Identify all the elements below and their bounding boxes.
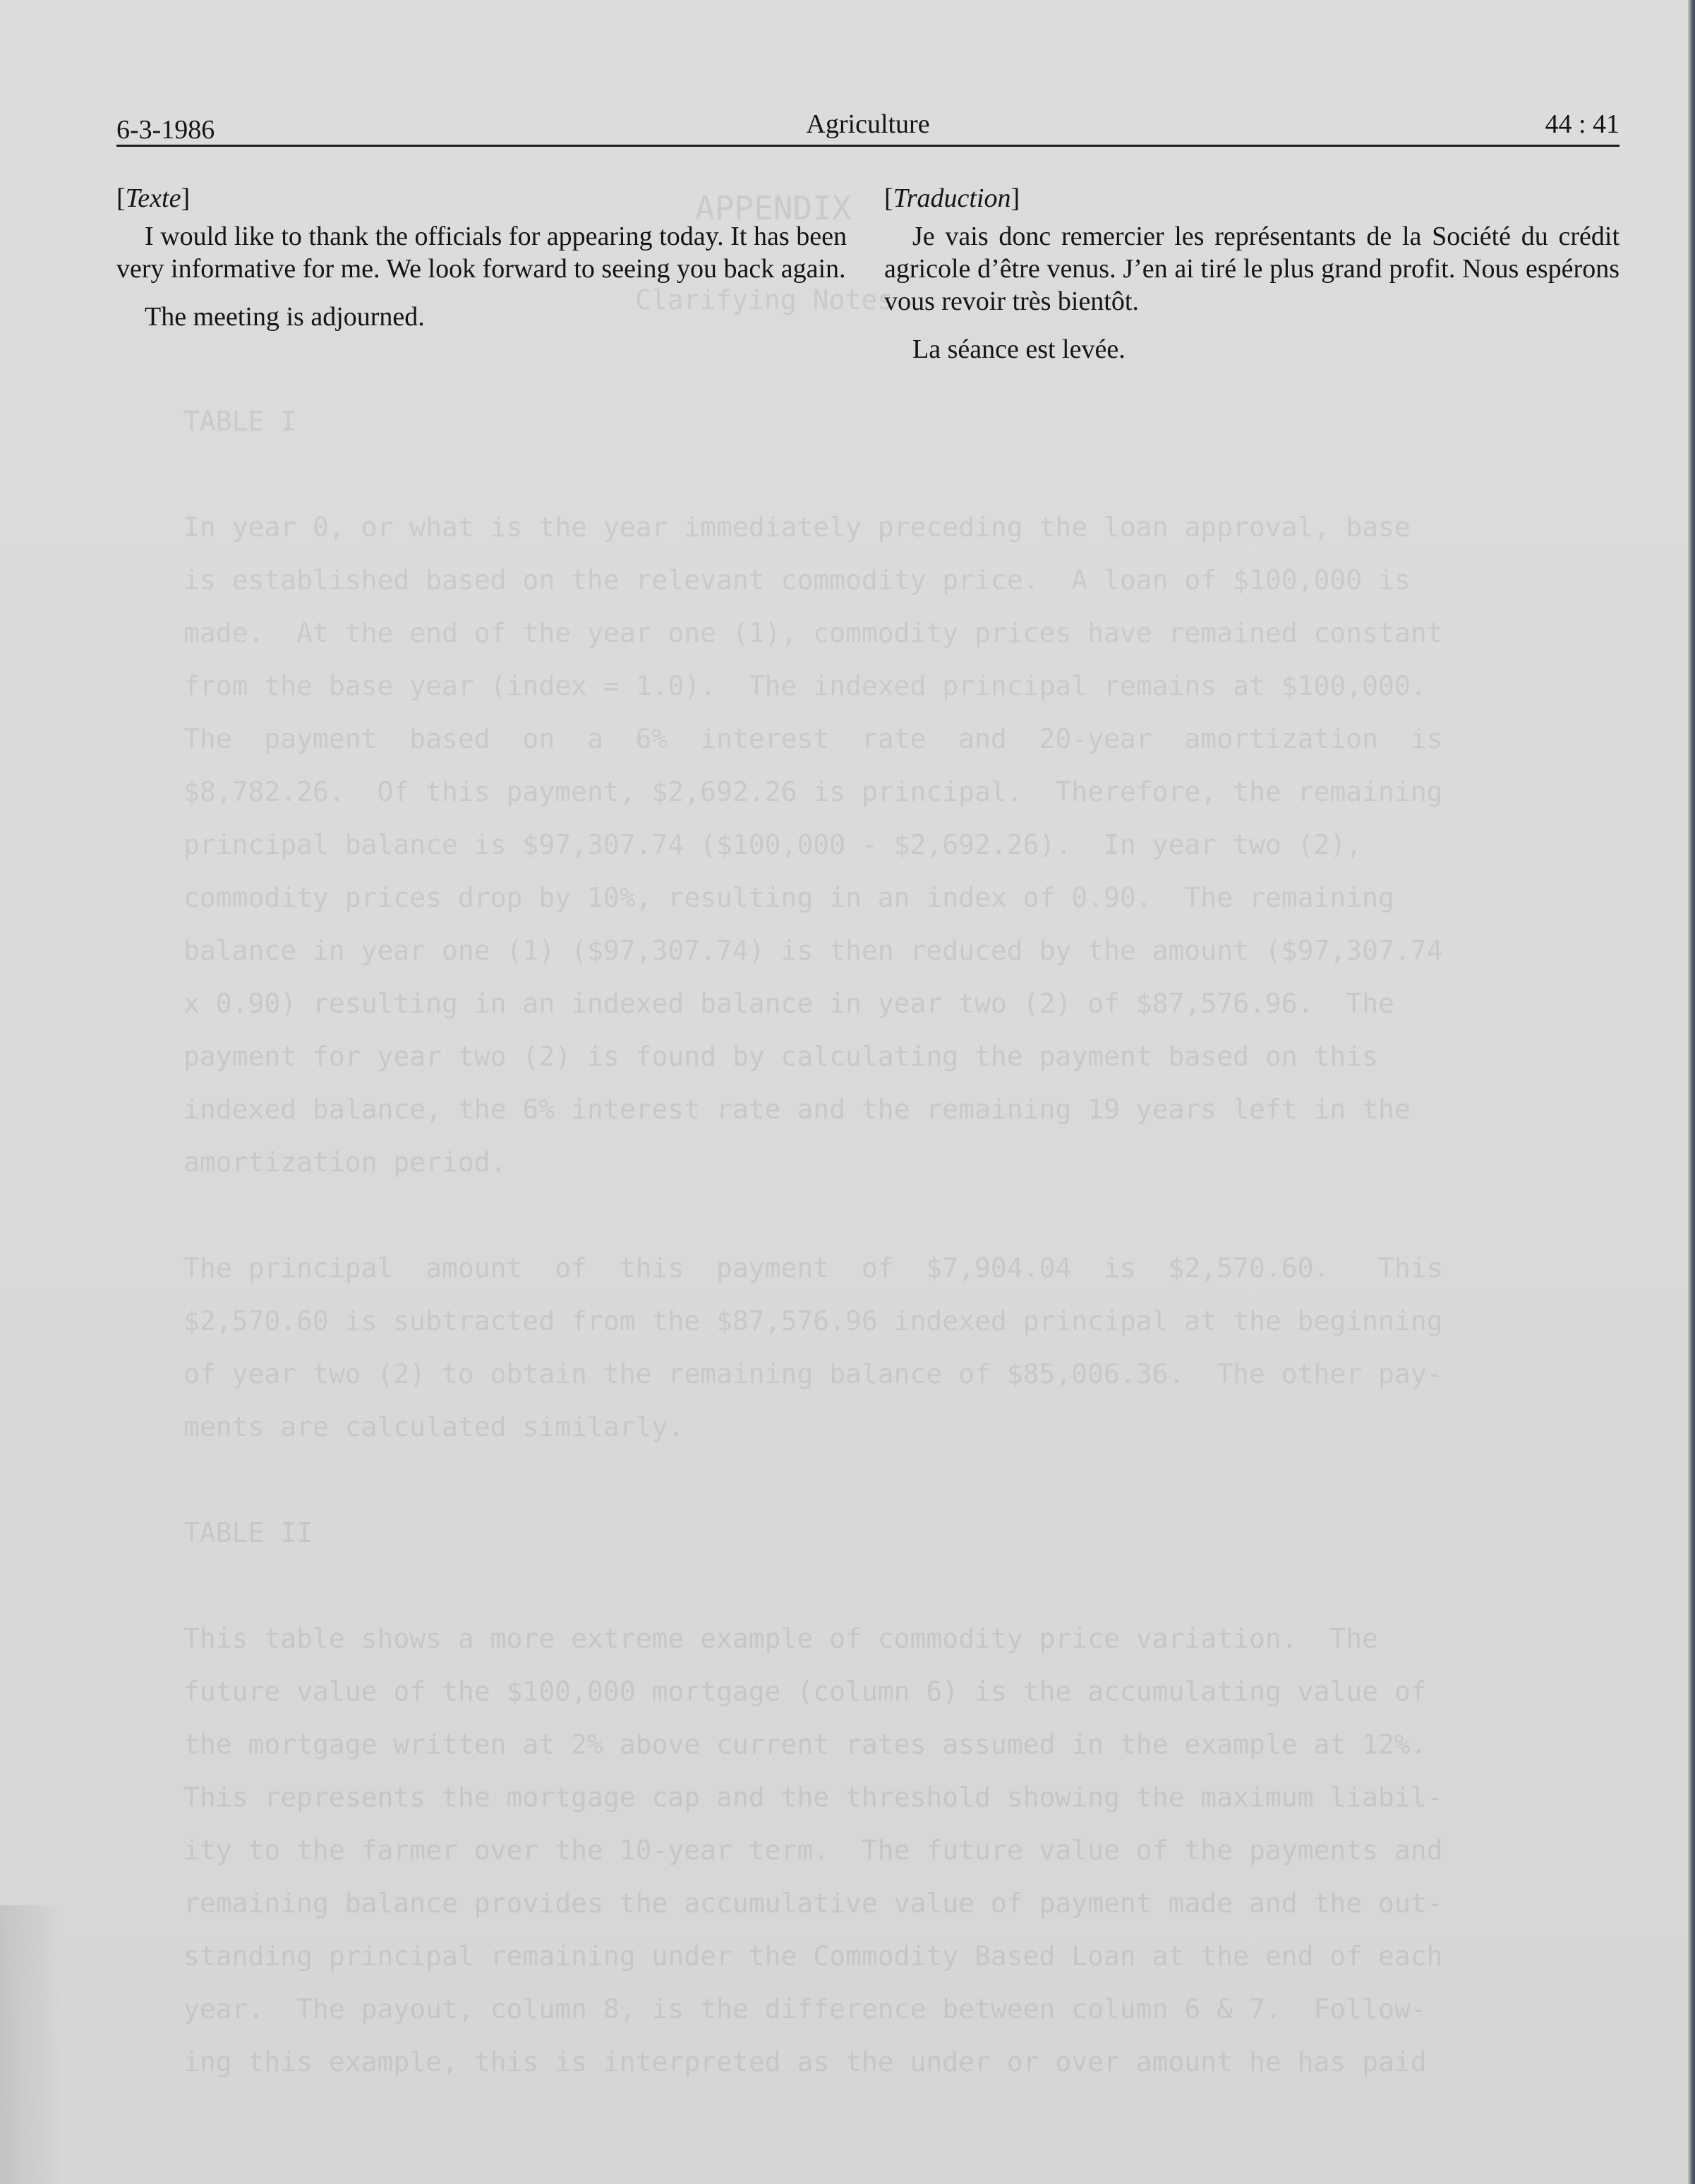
traduction-label: Traduction (893, 183, 1011, 213)
header-rule (116, 145, 1619, 147)
header-page-number: 44 : 41 (1545, 109, 1619, 139)
header-section-title: Agriculture (806, 109, 930, 139)
english-column-label: [Texte] (116, 183, 191, 213)
running-header (116, 106, 1619, 147)
bleed-through-text: TABLE I In year 0, or what is the year immediately preceding the loan approval, base is established based on the relevant commodity price. A loan of $100,000 is made. At the end of the year one (1), commodity prices have remained constant from the base year (index = 1.0). The indexed principal remains at $100,000. The payment based on a 6% interest rate and 20-year amortization is $8,782.26. Of this payment, $2,692.26 is principal. Therefore, the remaining principal balance is $97,307.74 ($100,000 - $2,692.26). In year two (2), commodity prices drop by 10%, resulting in an index of 0.90. The remaining balance in year one (1) ($97,307.74) is then reduced by the amount ($97,307.74 x 0.90) resulting in an indexed balance in year two (2) of $87,576.96. The payment for year two (2) is found by calculating the payment based on this indexed balance, the 6% interest rate and the remaining 19 years left in the amortization period. The principal amount of this payment of $7,904.04 is $2,570.60. This $2,570.60 is subtracted from the $87,576.96 indexed principal at the beginning of year two (2) to obtain the remaining balance of $85,006.36. The other pay- ments are calculated similarly. TABLE II This table shows a more extreme example of commodity price variation. The future value of the $100,000 mortgage (column 6) is the accumulating value of the mortgage written at 2% above current rates assumed in the example at 12%. This represents the mortgage cap and the threshold showing the maximum liabil- ity to the farmer over the 10-year term. The future value of the payments and remaining balance provides the accumulative value of payment made and the out- standing principal remaining under the Commodity Based Loan at the end of each year. The payout, column 8, is the difference between column 6 & 7. Follow- ing this example, this is interpreted as the under or over amount he has paid (183, 406, 1443, 2077)
header-date: 6-3-1986 (116, 115, 215, 145)
texte-label: Texte (125, 183, 181, 213)
french-closing-paragraph: Je vais donc remercier les représentants de la Société du crédit agricole d’être venus. J’en ai tiré le plus grand profit. Nous espérons vous revoir très bientôt. (884, 222, 1619, 316)
french-column (884, 182, 1619, 366)
bleed-through-heading: APPENDIX (695, 189, 852, 227)
english-column (116, 182, 847, 333)
scan-shadow (0, 1905, 64, 2184)
english-closing-paragraph: I would like to thank the officials for appearing today. It has been very informative for me. We look forward to seeing you back again. (116, 222, 847, 284)
english-adjournment: The meeting is adjourned. (145, 302, 425, 332)
bleed-through-subheading: Clarifying Notes (635, 284, 894, 315)
french-adjournment: La séance est levée. (912, 334, 1126, 364)
page-binding-edge (1688, 0, 1695, 2184)
french-column-label: [Traduction] (884, 183, 1020, 213)
